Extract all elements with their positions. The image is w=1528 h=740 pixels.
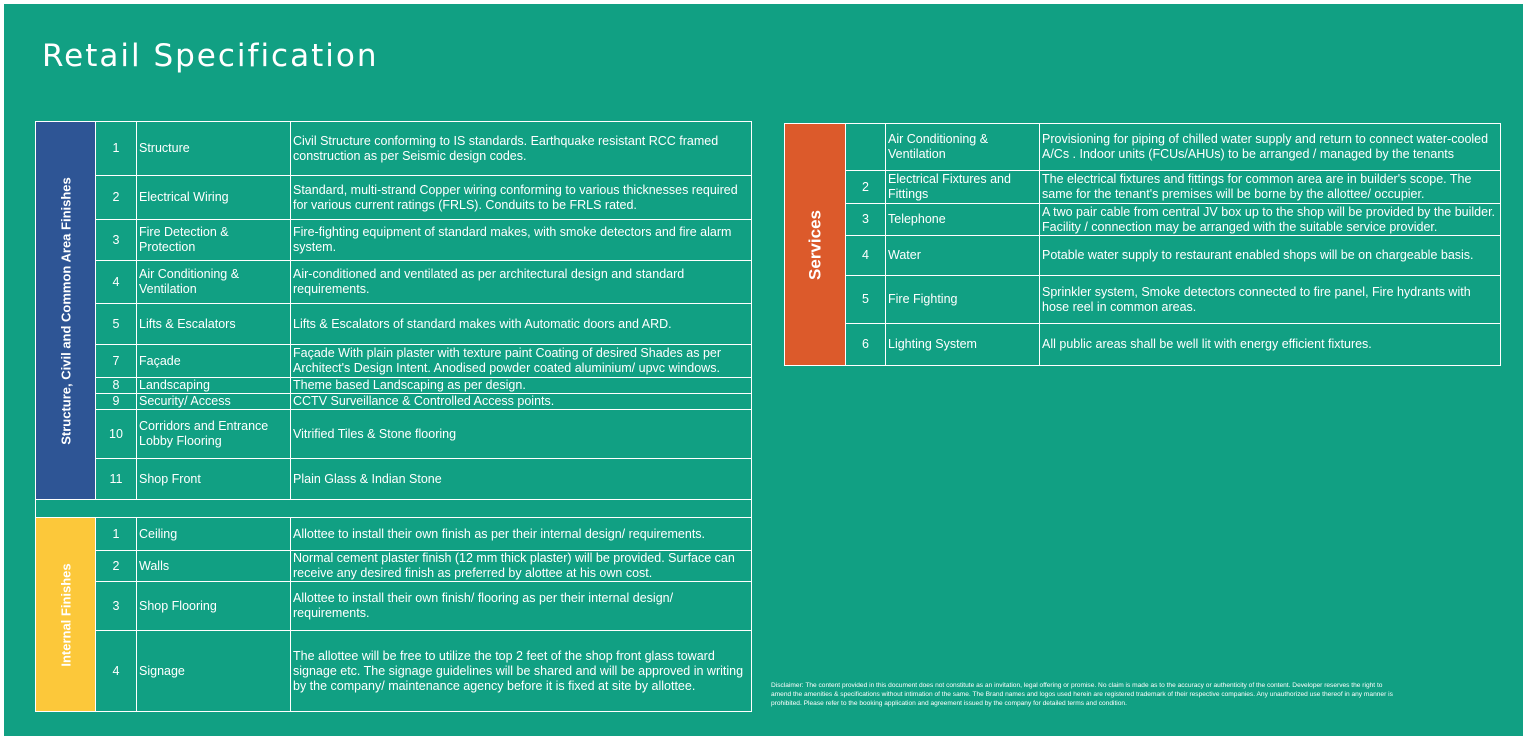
- table-row: [36, 551, 752, 582]
- row-number: 4: [96, 261, 137, 304]
- row-number: 2: [846, 171, 886, 204]
- row-item: Air Conditioning & Ventilation: [137, 261, 291, 304]
- row-number: 4: [96, 631, 137, 712]
- row-item: Landscaping: [137, 378, 291, 394]
- row-item: Corridors and Entrance Lobby Flooring: [137, 410, 291, 459]
- spec-page: [4, 4, 1523, 736]
- table-row: [36, 410, 752, 459]
- section-spacer-row: [36, 500, 752, 518]
- row-description: Allottee to install their own finish as per their internal design/ requirements.: [291, 518, 752, 551]
- table-row: [36, 459, 752, 500]
- row-number: 5: [96, 304, 137, 345]
- row-number: 1: [96, 122, 137, 176]
- section-spacer: [36, 500, 752, 518]
- row-description: The allottee will be free to utilize the top 2 feet of the shop front glass toward signage etc. The signage guidelines will be shared and will be approved in writing by the company/ maintenance agency before it is fixed at site by allottee.: [291, 631, 752, 712]
- row-number: 8: [96, 378, 137, 394]
- row-description: Standard, multi-strand Copper wiring conforming to various thicknesses required for various current ratings (FRLS). Conduits to be FRLS rated.: [291, 176, 752, 220]
- row-item: Walls: [137, 551, 291, 582]
- table-row: [36, 518, 752, 551]
- row-number: 6: [846, 324, 886, 366]
- row-item: Ceiling: [137, 518, 291, 551]
- row-item: Telephone: [886, 204, 1040, 236]
- row-description: Air-conditioned and ventilated as per architectural design and standard requirements.: [291, 261, 752, 304]
- row-description: Normal cement plaster finish (12 mm thick plaster) will be provided. Surface can receive any desired finish as preferred by alottee at his own cost.: [291, 551, 752, 582]
- row-number: 11: [96, 459, 137, 500]
- table-row: [36, 261, 752, 304]
- internal-section-band: [36, 518, 96, 712]
- structure-internal-table: [35, 121, 752, 712]
- internal-section-label: Internal Finishes: [58, 562, 73, 667]
- row-description: A two pair cable from central JV box up to the shop will be provided by the builder. Facility / connection may be arranged with the suitable service provider.: [1040, 204, 1501, 236]
- row-item: Fire Detection & Protection: [137, 220, 291, 261]
- table-row: [785, 124, 1501, 171]
- services-section-band: [785, 124, 846, 366]
- table-row: [36, 631, 752, 712]
- row-number: 9: [96, 394, 137, 410]
- disclaimer-text: Disclaimer: The content provided in this document does not constitute as an invitation, legal offering or promise. No claim is made as to the accuracy or authenticity of the content. Developer reserves the right to amend the amenities & specifications without intimation of the same. The Brand names and logos used herein are registered trademark of their respective companies. Any unauthorized use thereof in any manner is prohibited. Please refer to the booking application and agreement issued by the company for detailed terms and condition.: [771, 682, 1393, 707]
- structure-section-label: Structure, Civil and Common Area Finishes: [58, 176, 73, 445]
- row-description: Sprinkler system, Smoke detectors connected to fire panel, Fire hydrants with hose reel in common areas.: [1040, 276, 1501, 324]
- table-row: [36, 378, 752, 394]
- structure-section-band: [36, 122, 96, 500]
- services-section-label: Services: [805, 209, 825, 280]
- row-description: Plain Glass & Indian Stone: [291, 459, 752, 500]
- row-description: Façade With plain plaster with texture paint Coating of desired Shades as per Architect's Design Intent. Anodised powder coated aluminium/ upvc windows.: [291, 345, 752, 378]
- page-title: Retail Specification: [42, 38, 379, 74]
- row-description: Provisioning for piping of chilled water supply and return to connect water-cooled A/Cs . Indoor units (FCUs/AHUs) to be arranged / managed by the tenants: [1040, 124, 1501, 171]
- row-number: 5: [846, 276, 886, 324]
- row-item: Electrical Fixtures and Fittings: [886, 171, 1040, 204]
- table-row: [785, 276, 1501, 324]
- table-row: [36, 345, 752, 378]
- row-description: Fire-fighting equipment of standard makes, with smoke detectors and fire alarm system.: [291, 220, 752, 261]
- row-number: 4: [846, 236, 886, 276]
- row-item: Shop Front: [137, 459, 291, 500]
- row-number: 7: [96, 345, 137, 378]
- row-item: Fire Fighting: [886, 276, 1040, 324]
- row-description: Potable water supply to restaurant enabled shops will be on chargeable basis.: [1040, 236, 1501, 276]
- row-description: All public areas shall be well lit with energy efficient fixtures.: [1040, 324, 1501, 366]
- row-item: Water: [886, 236, 1040, 276]
- table-row: [36, 394, 752, 410]
- table-row: [36, 122, 752, 176]
- row-description: Vitrified Tiles & Stone flooring: [291, 410, 752, 459]
- table-row: [785, 171, 1501, 204]
- row-item: Lifts & Escalators: [137, 304, 291, 345]
- row-item: Air Conditioning & Ventilation: [886, 124, 1040, 171]
- row-number: 1: [96, 518, 137, 551]
- row-number: 3: [96, 220, 137, 261]
- row-number: 10: [96, 410, 137, 459]
- row-description: Lifts & Escalators of standard makes with Automatic doors and ARD.: [291, 304, 752, 345]
- row-item: Shop Flooring: [137, 582, 291, 631]
- row-description: Allottee to install their own finish/ flooring as per their internal design/ requirements.: [291, 582, 752, 631]
- row-description: CCTV Surveillance & Controlled Access points.: [291, 394, 752, 410]
- row-number: 2: [96, 551, 137, 582]
- row-number: 3: [96, 582, 137, 631]
- table-row: [785, 324, 1501, 366]
- services-table: [784, 123, 1501, 366]
- table-row: [785, 204, 1501, 236]
- row-item: Signage: [137, 631, 291, 712]
- row-number: 2: [96, 176, 137, 220]
- row-number: [846, 124, 886, 171]
- table-row: [36, 176, 752, 220]
- row-number: 3: [846, 204, 886, 236]
- row-description: The electrical fixtures and fittings for common area are in builder's scope. The same for the tenant's premises will be borne by the allottee/ occupier.: [1040, 171, 1501, 204]
- table-row: [36, 582, 752, 631]
- table-row: [36, 304, 752, 345]
- table-row: [36, 220, 752, 261]
- row-item: Electrical Wiring: [137, 176, 291, 220]
- row-item: Security/ Access: [137, 394, 291, 410]
- row-item: Structure: [137, 122, 291, 176]
- table-row: [785, 236, 1501, 276]
- row-item: Façade: [137, 345, 291, 378]
- row-item: Lighting System: [886, 324, 1040, 366]
- row-description: Theme based Landscaping as per design.: [291, 378, 752, 394]
- row-description: Civil Structure conforming to IS standards. Earthquake resistant RCC framed construction as per Seismic design codes.: [291, 122, 752, 176]
